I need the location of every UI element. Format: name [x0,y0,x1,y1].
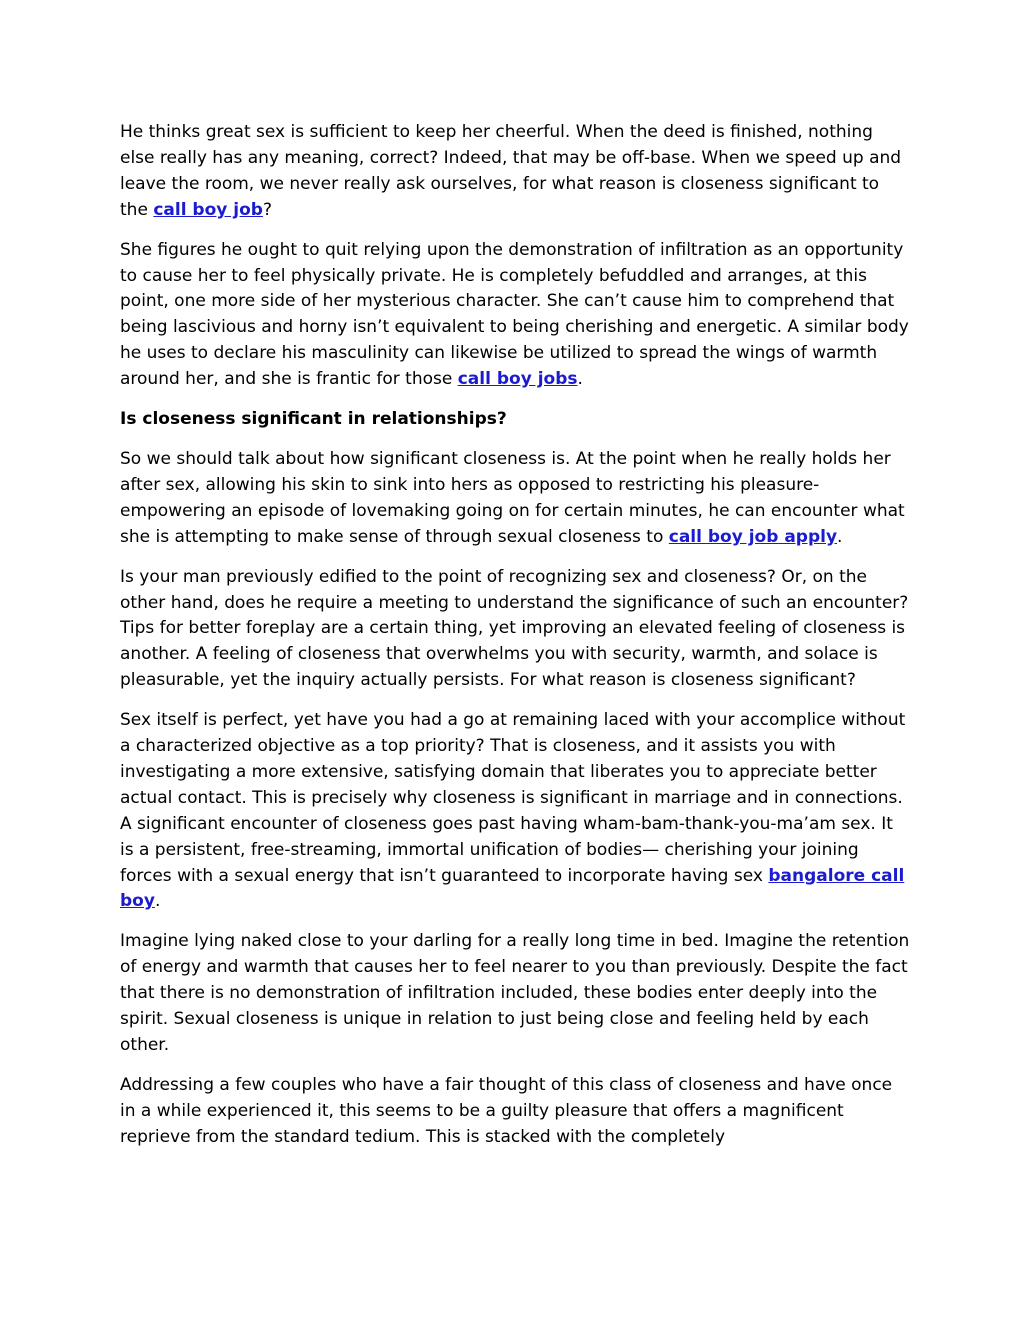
paragraph-3 [120,447,910,551]
paragraph-5 [120,708,910,915]
call-boy-job-link[interactable]: call boy job [153,199,263,220]
paragraph-2 [120,238,910,393]
paragraph-1-end: ? [262,199,272,220]
bangalore-call-boy-link[interactable]: bangalore call boy [120,865,905,912]
paragraph-5-text: Sex itself is perfect, yet have you had a go at remaining laced with your accomplice without a characterized objective as a top priority? That is closeness, and it assists you with investigating a more extensive, satisfying domain that liberates you to appreciate better actual contact. This is precisely why closeness is significant in marriage and in connections. A significant encounter of closeness goes past having wham-bam-thank-you-ma’am sex. It is a persistent, free-streaming, immortal unification of bodies— cherishing your joining forces with a sexual energy that isn’t guaranteed to incorporate having sex [120,710,906,886]
paragraph-7 [120,1073,910,1151]
document-body [120,120,910,1165]
paragraph-3-text: So we should talk about how significant closeness is. At the point when he really holds her after sex, allowing his skin to sink into hers as opposed to restricting his pleasure-empowering an episode of lovemaking going on for certain minutes, he can encounter what she is attempting to make sense of through sexual closeness to [120,448,905,547]
paragraph-4 [120,565,910,695]
call-boy-job-apply-link[interactable]: call boy job apply [668,526,838,547]
paragraph-1-text: He thinks great sex is sufficient to keep her cheerful. When the deed is finished, nothing else really has any meaning, correct? Indeed, that may be off-base. When we speed up and leave the room, we never really ask ourselves, for what reason is closeness significant to the [120,122,902,220]
paragraph-3-end: . [837,526,843,547]
paragraph-5-end: . [154,891,161,912]
paragraph-6-text: Imagine lying naked close to your darling for a really long time in bed. Imagine the retention of energy and warmth that causes her to feel nearer to you than previously. Despite the fact that there is no demonstration of infiltration included, these bodies enter deeply into the spirit. Sexual closeness is unique in relation to just being close and feeling held by each other. [120,931,910,1055]
paragraph-1 [120,120,910,224]
call-boy-jobs-link[interactable]: call boy jobs [457,369,578,390]
section-heading: Is closeness significant in relationships? [120,409,507,430]
paragraph-4-text: Is your man previously edified to the point of recognizing sex and closeness? Or, on the other hand, does he require a meeting to understand the significance of such an encounter? Tips for better foreplay are a certain thing, yet improving an elevated feeling of closeness is another. A feeling of closeness that overwhelms you with security, warmth, and solace is pleasurable, yet the inquiry actually persists. For what reason is closeness significant? [120,566,909,691]
paragraph-6 [120,929,910,1059]
paragraph-7-text: Addressing a few couples who have a fair thought of this class of closeness and have once in a while experienced it, this seems to be a guilty pleasure that offers a magnificent reprieve from the standard tedium. This is stacked with the completely [120,1074,893,1147]
paragraph-2-end: . [577,369,583,390]
paragraph-2-text: She figures he ought to quit relying upon the demonstration of infiltration as an opportunity to cause her to feel physically private. He is completely befuddled and arranges, at this point, one more side of her mysterious character. She can’t cause him to comprehend that being lascivious and horny isn’t equivalent to being cherishing and energetic. A similar body he uses to declare his masculinity can likewise be utilized to spread the wings of warmth around her, and she is frantic for those [120,239,909,390]
